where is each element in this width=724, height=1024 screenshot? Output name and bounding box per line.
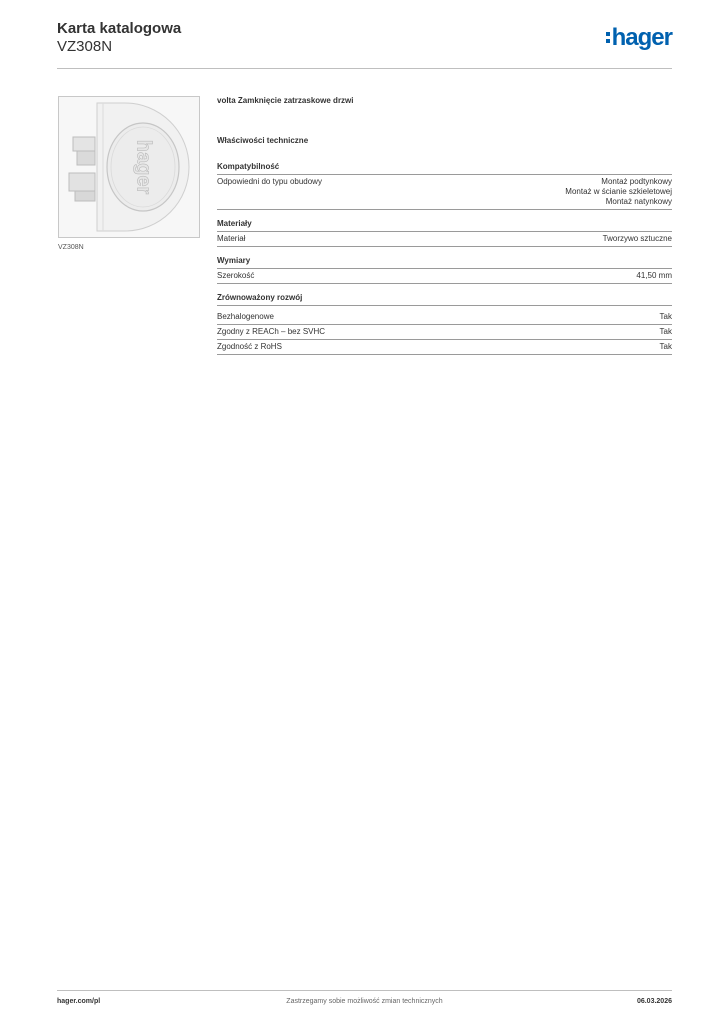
- property-row: [217, 269, 672, 284]
- property-value: Montaż w ścianie szkieletowej: [565, 187, 672, 196]
- section-title: Wymiary: [217, 255, 672, 269]
- property-label: Zgodny z REACh – bez SVHC: [217, 327, 326, 336]
- section-dimensions: [217, 255, 672, 284]
- logo-dots-icon: [606, 32, 610, 43]
- property-label: Bezhalogenowe: [217, 312, 274, 321]
- image-caption: VZ308N: [58, 244, 84, 251]
- document-title: Karta katalogowa: [57, 20, 182, 37]
- property-row: [217, 232, 672, 247]
- property-value: 41,50 mm: [636, 271, 672, 280]
- property-values: [660, 327, 672, 337]
- document-date: 06.03.2026: [636, 998, 672, 1005]
- section-compatibility: [217, 161, 672, 210]
- footer-divider: [57, 990, 672, 991]
- door-latch-illustration: [59, 97, 199, 237]
- page-header: [57, 20, 672, 68]
- embossed-logo-text: hager: [132, 139, 155, 195]
- property-values: [565, 177, 672, 207]
- property-value: Montaż podtynkowy: [601, 177, 672, 186]
- property-value: Tak: [659, 312, 672, 321]
- product-code: VZ308N: [57, 38, 113, 55]
- property-value: Tak: [659, 342, 672, 351]
- property-row: [217, 325, 672, 340]
- section-sustainability: [217, 292, 672, 355]
- property-row: [217, 310, 672, 325]
- property-label: Zgodność z RoHS: [217, 342, 282, 351]
- logo-text: hager: [611, 24, 672, 51]
- property-values: [660, 342, 672, 352]
- property-value: Tak: [659, 327, 672, 336]
- product-details: [217, 96, 672, 363]
- property-label: Materiał: [217, 234, 246, 243]
- property-values: [636, 271, 672, 281]
- section-title: Materiały: [217, 218, 672, 232]
- property-value: Tworzywo sztuczne: [602, 234, 672, 243]
- property-values: [603, 234, 672, 244]
- hager-logo: [606, 26, 672, 50]
- section-title: Kompatybilność: [217, 161, 672, 175]
- disclaimer-text: Zastrzegamy sobie możliwość zmian technicznych: [286, 998, 443, 1005]
- website-link[interactable]: hager.com/pl: [57, 998, 101, 1005]
- product-title: volta Zamknięcie zatrzaskowe drzwi: [217, 96, 354, 105]
- property-row: [217, 175, 672, 210]
- technical-properties-heading: Właściwości techniczne: [217, 136, 309, 145]
- property-label: Szerokość: [217, 271, 255, 280]
- section-materials: [217, 218, 672, 247]
- property-label: Odpowiedni do typu obudowy: [217, 177, 322, 186]
- property-row: [217, 340, 672, 355]
- section-title: Zrównoważony rozwój: [217, 292, 672, 306]
- property-values: [660, 312, 672, 322]
- property-value: Montaż natynkowy: [605, 197, 672, 206]
- header-divider: [57, 68, 672, 69]
- product-image: [58, 96, 200, 238]
